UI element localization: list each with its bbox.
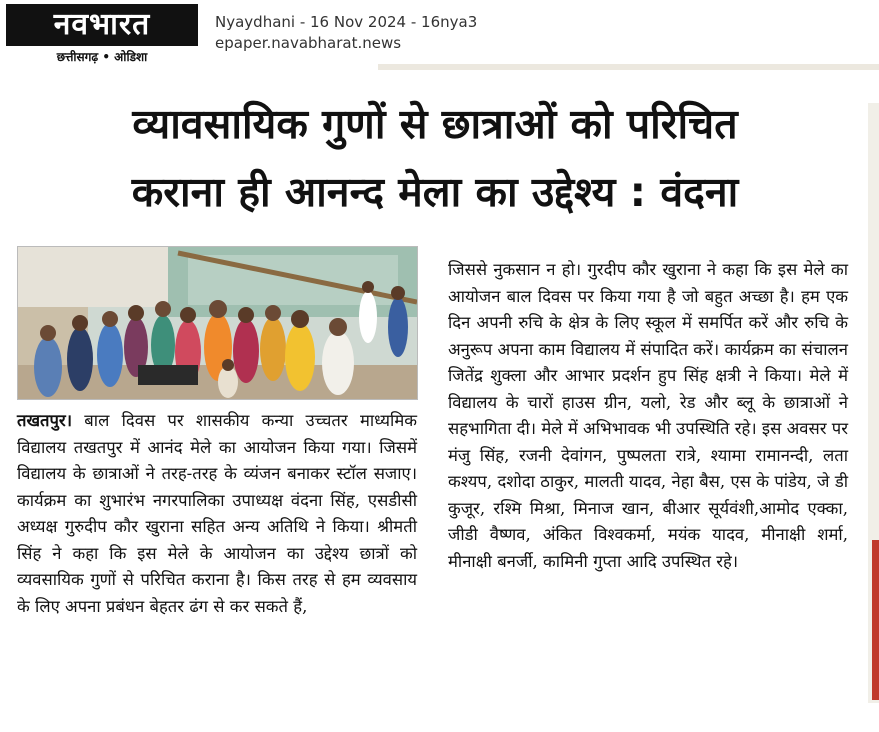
newspaper-logo xyxy=(6,4,198,62)
edition-info xyxy=(215,12,477,54)
right-column-text: जिससे नुकसान न हो। गुरदीप कौर खुराना ने कहा कि इस मेले का आयोजन बाल दिवस पर किया गया है जो बहुत अच्छा है। हम एक दिन अपनी रुचि के क्षेत्र के लिए स्कूल में समर्पित करें और रुचि के अनुरूप अपना काम विद्यालय में संपादित करें। कार्यक्रम का संचालन जितेंद्र शुक्ला और आभार प्रदर्शन हुप सिंह क्षत्री ने किया। मेले में विद्यालय के चारों हाउस ग्रीन, यलो, रेड और ब्लू के छात्राओं ने सहभागिता दी। मेले में अभिभावक भी उपस्थिति रहे। इस अवसर पर मंजु सिंह, रजनी देवांगन, पुष्पलता रात्रे, श्यामा रामानन्दी, लता कश्यप, दशोदा ठाकुर, मालती यादव, नेहा बैस, एस के पांडेय, जे डी कुजूर, रश्मि मिश्रा, मिनाज खान, बीआर सूर्यवंशी,आमोद एक्का, जीडी वैष्णव, अंकित विश्वकर्मा, मयंक यादव, मीनाक्षी शर्मा, मीनाक्षी बनर्जी, कामिनी गुप्ता आदि उपस्थित रहे। xyxy=(448,260,848,571)
adjacent-page-red-strip xyxy=(872,540,879,700)
event-photo xyxy=(17,246,418,400)
edition-line: Nyaydhani - 16 Nov 2024 - 16nya3 xyxy=(215,13,478,31)
logo-title: नवभारत xyxy=(6,4,198,46)
article-body-right xyxy=(448,257,848,575)
headline-line-1: व्यावसायिक गुणों से छात्राओं को परिचित xyxy=(132,100,738,148)
dateline: तखतपुर। xyxy=(17,410,72,430)
article-body-left xyxy=(17,407,417,620)
masthead xyxy=(0,0,879,66)
headline-line-2: कराना ही आनन्द मेला का उद्देश्य : वंदना xyxy=(131,168,739,216)
event-photo-image xyxy=(18,247,417,399)
logo-subtitle: छत्तीसगढ़ • ओडिशा xyxy=(56,50,148,64)
website-link[interactable]: epaper.navabharat.news xyxy=(215,34,402,52)
header-rule xyxy=(378,64,879,70)
left-column-text: बाल दिवस पर शासकीय कन्या उच्चतर माध्यमिक विद्यालय तखतपुर में आनंद मेले का आयोजन किया गया। जिसमें विद्यालय के छात्राओं ने तरह-तरह के व्यंजन बनाकर स्टॉल सजाए। कार्यक्रम का शुभारंभ नगरपालिका उपाध्यक्ष वंदना सिंह, एसडीसी अध्यक्ष गुरुदीप कौर खुराना सहित अन्य अतिथि ने किया। श्रीमती सिंह ने कहा कि इस मेले के आयोजन का उद्देश्य छात्रों को व्यवसायिक गुणों से परिचित कराना है। किस तरह से हम व्यवसाय के लिए अपना प्रबंधन बेहतर ढंग से कर सकते हैं, xyxy=(17,411,417,616)
article-headline xyxy=(10,90,860,226)
